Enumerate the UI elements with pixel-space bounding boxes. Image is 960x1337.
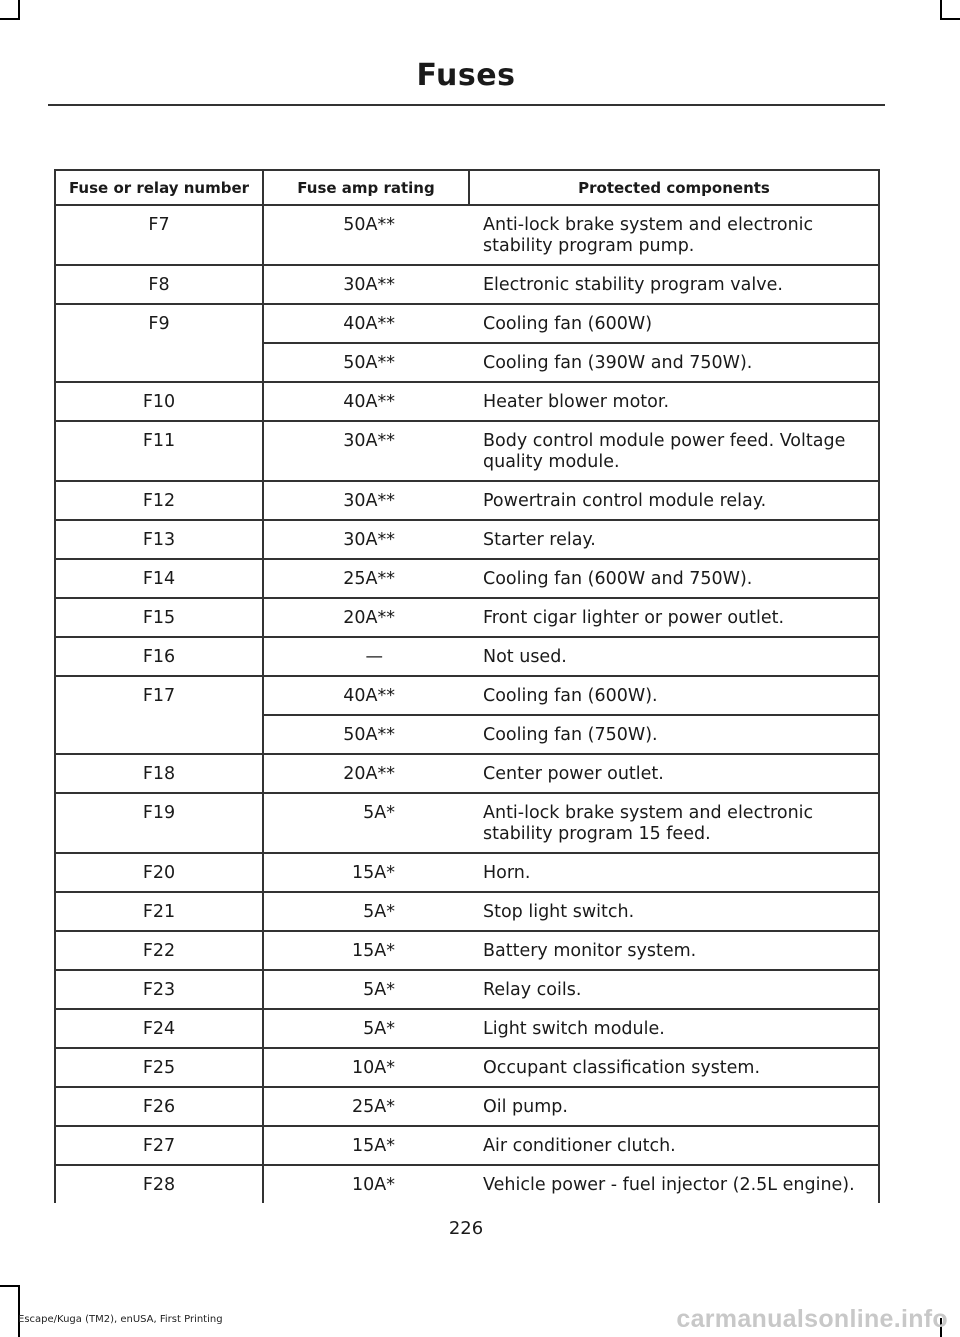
fuse-number: F15: [55, 598, 263, 637]
protected-component: Cooling fan (750W).: [469, 715, 879, 754]
column-header-fuse-number: Fuse or relay number: [55, 170, 263, 205]
amp-rating: 5A*: [263, 892, 469, 931]
amp-rating: 5A*: [263, 793, 469, 853]
table-row: [55, 421, 879, 481]
amp-rating: 20A**: [263, 754, 469, 793]
amp-rating: 50A**: [263, 205, 469, 265]
protected-component: Horn.: [469, 853, 879, 892]
amp-rating: 5A*: [263, 1009, 469, 1048]
amp-rating: 30A**: [263, 520, 469, 559]
fuse-number: F8: [55, 265, 263, 304]
column-header-amp-rating: Fuse amp rating: [263, 170, 469, 205]
fuse-number: F19: [55, 793, 263, 853]
protected-component: Air conditioner clutch.: [469, 1126, 879, 1165]
protected-component: Powertrain control module relay.: [469, 481, 879, 520]
protected-component: Relay coils.: [469, 970, 879, 1009]
table-row: [55, 754, 879, 793]
fuse-number: F16: [55, 637, 263, 676]
fuse-number: F10: [55, 382, 263, 421]
fuse-number: F22: [55, 931, 263, 970]
amp-rating: 40A**: [263, 676, 469, 715]
watermark: carmanualsonline.info: [676, 1305, 948, 1333]
table-row: [55, 853, 879, 892]
table-row: [55, 970, 879, 1009]
fuse-number: F21: [55, 892, 263, 931]
fuse-number: F17: [55, 676, 263, 754]
protected-component: Anti-lock brake system and electronic stability program pump.: [469, 205, 879, 265]
amp-rating: 10A*: [263, 1048, 469, 1087]
table-row: [55, 1165, 879, 1203]
amp-rating: 15A*: [263, 1126, 469, 1165]
amp-rating: 30A**: [263, 481, 469, 520]
amp-rating: 30A**: [263, 421, 469, 481]
crop-mark: [18, 0, 20, 20]
footer-edition: Escape/Kuga (TM2), enUSA, First Printing: [18, 1314, 223, 1325]
amp-rating: 40A**: [263, 382, 469, 421]
table-row: [55, 1126, 879, 1165]
protected-component: Cooling fan (600W): [469, 304, 879, 343]
amp-rating: 30A**: [263, 265, 469, 304]
protected-component: Heater blower motor.: [469, 382, 879, 421]
crop-mark: [940, 0, 942, 20]
fuse-number: F13: [55, 520, 263, 559]
title-divider: [48, 104, 885, 106]
fuse-number: F28: [55, 1165, 263, 1203]
fuse-number: F24: [55, 1009, 263, 1048]
amp-rating: 10A*: [352, 1175, 395, 1195]
page-title: Fuses: [416, 58, 516, 93]
table-row: [55, 304, 879, 343]
table-row: [55, 1009, 879, 1048]
fuse-number: F25: [55, 1048, 263, 1087]
table-row: [55, 1087, 879, 1126]
amp-rating: 40A**: [263, 304, 469, 343]
fuse-number: F20: [55, 853, 263, 892]
protected-component: Cooling fan (600W).: [469, 676, 879, 715]
protected-component: Battery monitor system.: [469, 931, 879, 970]
table-row: [55, 637, 879, 676]
protected-component: Electronic stability program valve.: [469, 265, 879, 304]
table-row: [55, 1048, 879, 1087]
protected-component: Oil pump.: [469, 1087, 879, 1126]
protected-component: Cooling fan (390W and 750W).: [469, 343, 879, 382]
table-row: [55, 205, 879, 265]
crop-mark: [18, 1285, 20, 1337]
amp-rating: 15A*: [263, 931, 469, 970]
table-row: [55, 931, 879, 970]
amp-rating: 25A**: [263, 559, 469, 598]
protected-component: Front cigar lighter or power outlet.: [469, 598, 879, 637]
fuse-number: F12: [55, 481, 263, 520]
fuse-table: [54, 169, 880, 1203]
table-row: [55, 676, 879, 715]
table-row: [55, 520, 879, 559]
protected-component: Light switch module.: [469, 1009, 879, 1048]
protected-component: Anti-lock brake system and electronic stability program 15 feed.: [469, 793, 879, 853]
crop-mark: [0, 18, 20, 20]
protected-component: Vehicle power - fuel injector (2.5L engine).: [469, 1165, 879, 1203]
fuse-table-body: [55, 205, 879, 1203]
protected-component: Starter relay.: [469, 520, 879, 559]
protected-component: Body control module power feed. Voltage quality module.: [469, 421, 879, 481]
fuse-number: F7: [55, 205, 263, 265]
protected-component: Center power outlet.: [469, 754, 879, 793]
table-row: [55, 481, 879, 520]
amp-rating: 20A**: [263, 598, 469, 637]
fuse-number: F18: [55, 754, 263, 793]
table-row: [55, 265, 879, 304]
table-row: [55, 793, 879, 853]
fuse-number: F11: [55, 421, 263, 481]
table-header-row: [55, 170, 879, 205]
protected-component: Cooling fan (600W and 750W).: [469, 559, 879, 598]
amp-rating: 15A*: [263, 853, 469, 892]
crop-mark: [0, 1285, 20, 1287]
protected-component: Occupant classification system.: [469, 1048, 879, 1087]
table-row: [55, 892, 879, 931]
fuse-number: F27: [55, 1126, 263, 1165]
amp-rating: 25A*: [263, 1087, 469, 1126]
amp-rating: 5A*: [263, 970, 469, 1009]
column-header-protected-components: Protected components: [469, 170, 879, 205]
crop-mark: [940, 18, 960, 20]
fuse-number: F26: [55, 1087, 263, 1126]
table-row: [55, 559, 879, 598]
fuse-number: F23: [55, 970, 263, 1009]
amp-rating: 50A**: [263, 715, 469, 754]
fuse-number: F9: [55, 304, 263, 382]
amp-rating: —: [263, 637, 469, 676]
amp-rating: 50A**: [263, 343, 469, 382]
fuse-number: F14: [55, 559, 263, 598]
page-number: 226: [448, 1218, 484, 1239]
table-row: [55, 382, 879, 421]
table-row: [55, 598, 879, 637]
protected-component: Not used.: [469, 637, 879, 676]
protected-component: Stop light switch.: [469, 892, 879, 931]
